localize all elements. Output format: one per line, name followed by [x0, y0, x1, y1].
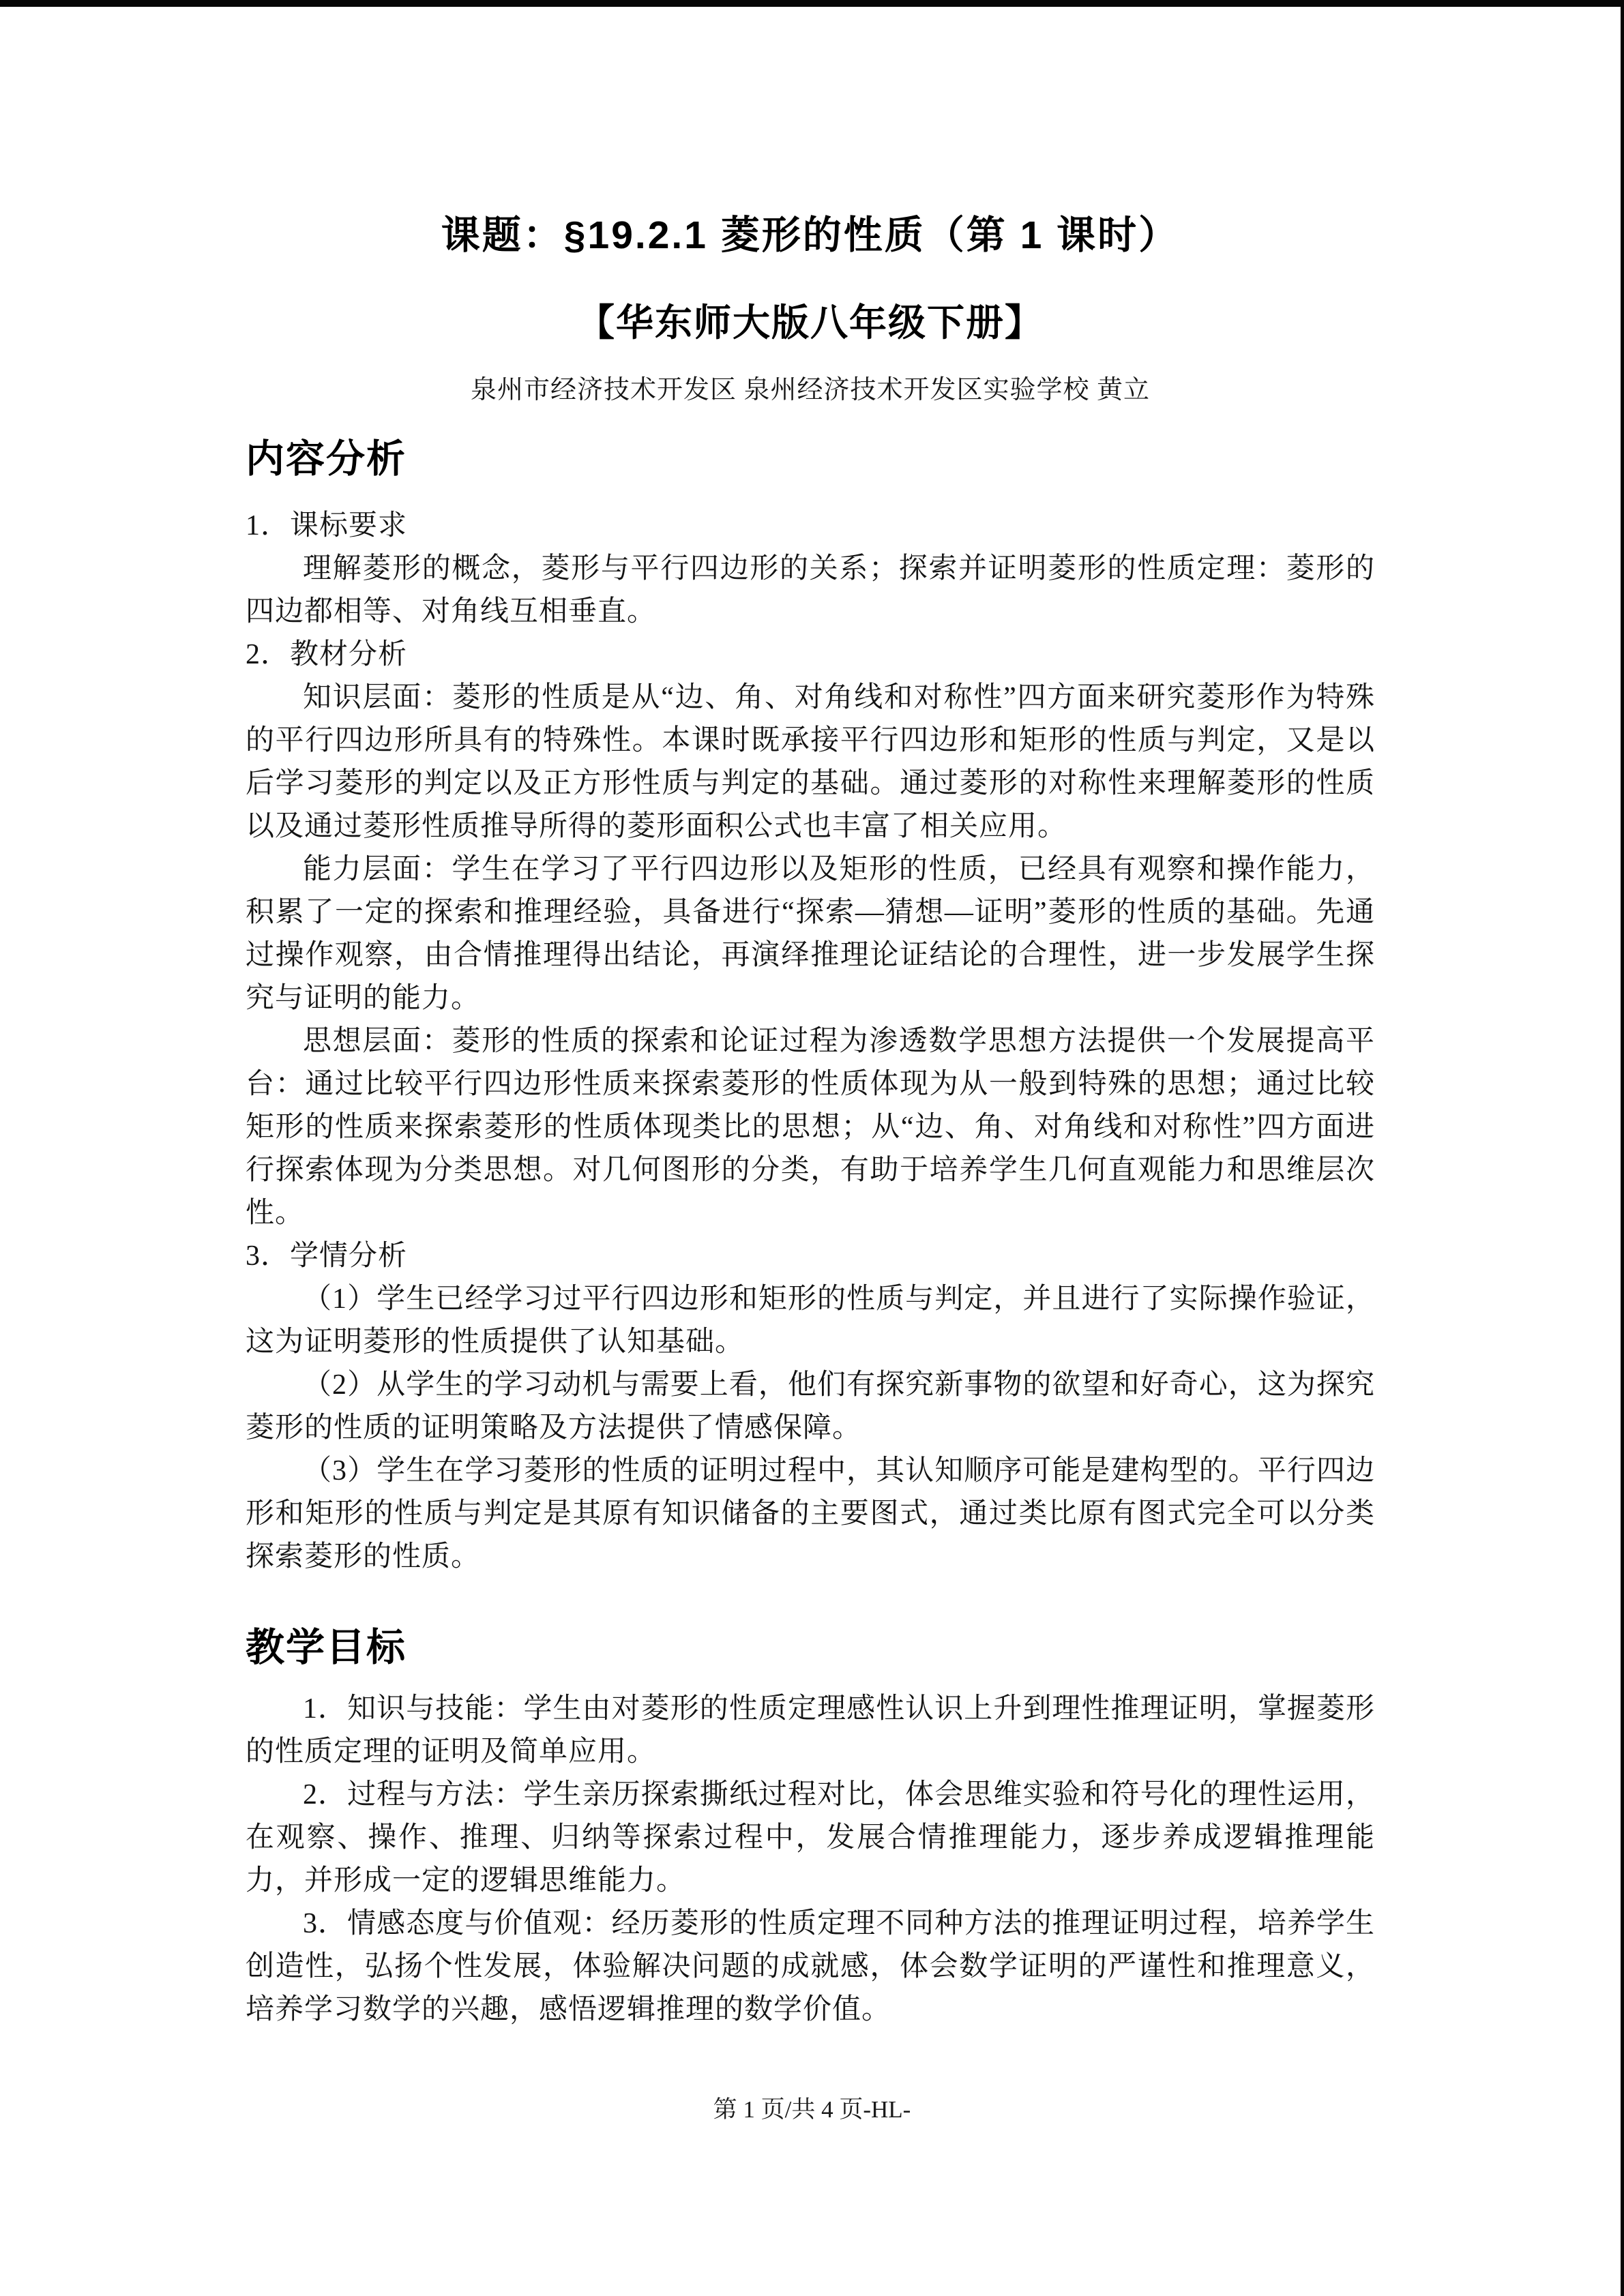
body-paragraph: 理解菱形的概念，菱形与平行四边形的关系；探索并证明菱形的性质定理：菱形的四边都相等、对角线互相垂直。	[246, 553, 1375, 627]
body-paragraph: 1．课标要求	[246, 510, 408, 541]
body-paragraph: 3．学情分析	[246, 1240, 408, 1272]
page-footer: 第 1 页/共 4 页-HL-	[713, 2096, 911, 2123]
section-body-content-analysis	[246, 505, 1375, 1579]
document-title: 课题：§19.2.1 菱形的性质（第 1 课时）	[441, 213, 1180, 257]
body-paragraph: 1．知识与技能：学生由对菱形的性质定理感性认识上升到理性推理证明，掌握菱形的性质定理的证明及简单应用。	[246, 1693, 1375, 1768]
body-paragraph: 2．过程与方法：学生亲历探索撕纸过程对比，体会思维实验和符号化的理性运用，在观察、操作、推理、归纳等探索过程中，发展合情推理能力，逐步养成逻辑推理能力，并形成一定的逻辑思维能力。	[246, 1779, 1375, 1896]
section-heading-teaching-goals: 教学目标	[246, 1626, 407, 1669]
document-content	[246, 0, 1375, 2031]
scan-border-right	[1621, 0, 1624, 2296]
body-paragraph: （3）学生在学习菱形的性质的证明过程中，其认知顺序可能是建构型的。平行四边形和矩形的性质与判定是其原有知识储备的主要图式，通过类比原有图式完全可以分类探索菱形的性质。	[246, 1455, 1375, 1572]
edition-subtitle: 【华东师大版八年级下册】	[576, 301, 1044, 344]
body-paragraph: （1）学生已经学习过平行四边形和矩形的性质与判定，并且进行了实际操作验证，这为证明菱形的性质提供了认知基础。	[246, 1283, 1375, 1358]
body-paragraph: 能力层面：学生在学习了平行四边形以及矩形的性质，已经具有观察和操作能力，积累了一定的探索和推理经验，具备进行“探索—猜想—证明”菱形的性质的基础。先通过操作观察，由合情推理得出结论，再演绎推理论证结论的合理性，进一步发展学生探究与证明的能力。	[246, 854, 1375, 1014]
body-paragraph: 知识层面：菱形的性质是从“边、角、对角线和对称性”四方面来研究菱形作为特殊的平行四边形所具有的特殊性。本课时既承接平行四边形和矩形的性质与判定，又是以后学习菱形的判定以及正方形性质与判定的基础。通过菱形的对称性来理解菱形的性质以及通过菱形性质推导所得的菱形面积公式也丰富了相关应用。	[246, 682, 1375, 842]
section-body-teaching-goals	[246, 1688, 1375, 2031]
body-paragraph: （2）从学生的学习动机与需要上看，他们有探究新事物的欲望和好奇心，这为探究菱形的性质的证明策略及方法提供了情感保障。	[246, 1369, 1375, 1444]
body-paragraph: 3．情感态度与价值观：经历菱形的性质定理不同种方法的推理证明过程，培养学生创造性，弘扬个性发展，体验解决问题的成就感，体会数学证明的严谨性和推理意义，培养学习数学的兴趣，感悟逻辑推理的数学价值。	[246, 1908, 1375, 2025]
section-heading-content-analysis: 内容分析	[246, 437, 407, 481]
body-paragraph: 思想层面：菱形的性质的探索和论证过程为渗透数学思想方法提供一个发展提高平台：通过比较平行四边形性质来探索菱形的性质体现为从一般到特殊的思想；通过比较矩形的性质来探索菱形的性质体现类比的思想；从“边、角、对角线和对称性”四方面进行探索体现为分类思想。对几何图形的分类，有助于培养学生几何直观能力和思维层次性。	[246, 1026, 1375, 1229]
author-line: 泉州市经济技术开发区 泉州经济技术开发区实验学校 黄立	[470, 376, 1150, 404]
body-paragraph: 2．教材分析	[246, 639, 408, 670]
